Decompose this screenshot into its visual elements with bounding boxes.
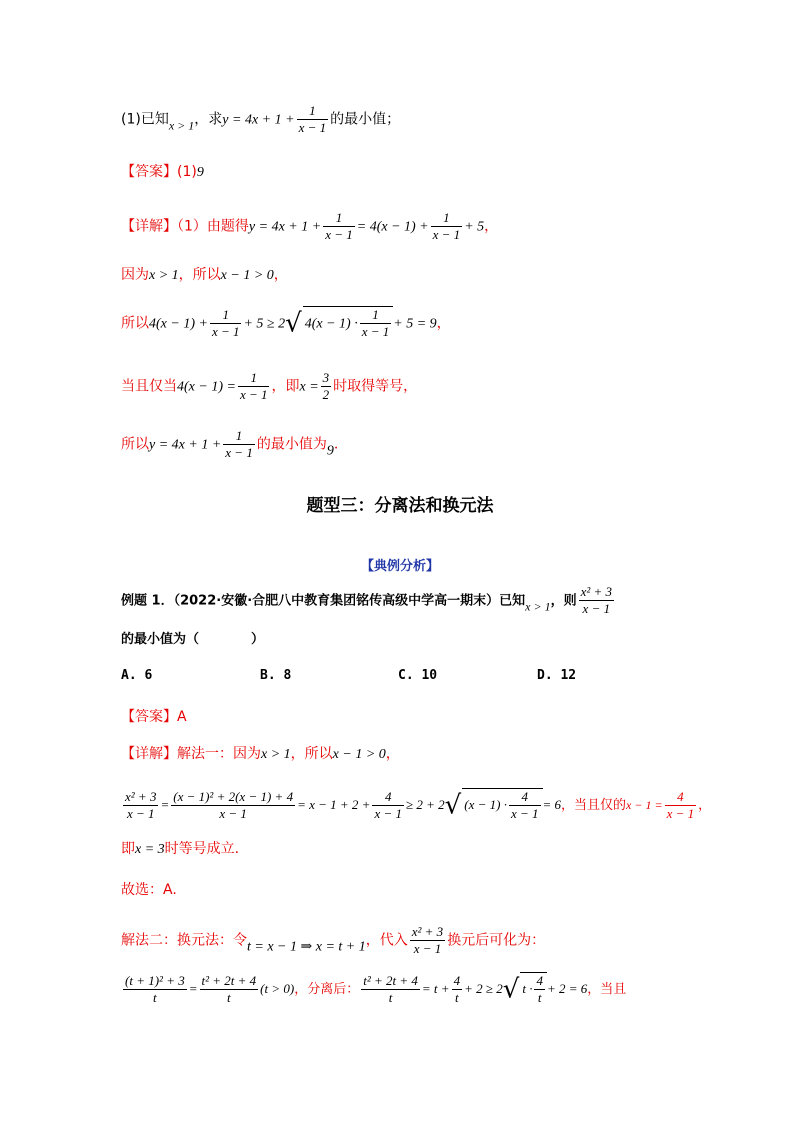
- frac-denominator: t: [537, 990, 542, 1005]
- detail-frac-1: [323, 210, 355, 243]
- example-statement: [121, 584, 800, 617]
- sqrt-icon: √: [502, 974, 520, 1005]
- eq2-t2: ，当且: [587, 982, 627, 997]
- step3-e: + 5 = 9: [393, 316, 437, 332]
- frac-denominator: x − 1: [510, 806, 539, 821]
- method2-c: ，代入: [365, 932, 408, 949]
- eq1-frac-3: [372, 789, 404, 822]
- step3-b: 4(x − 1) +: [149, 316, 208, 332]
- frac-denominator: x − 1: [225, 445, 253, 460]
- step4-c: ，即: [271, 378, 300, 395]
- step4-d: x =: [299, 379, 319, 395]
- answer-label: 【答案】(1): [121, 164, 197, 180]
- equation-1: $\frac{\text{x² + 3}}{x - 1}$ = $\frac{\text{(x − 1)² + 2(x − 1) + 4}}{x - 1}$ = x − 1 + 2 + $\frac{4}{x - 1}$ ≥ 2 + 2√ (x − 1) · $\frac{4}{x - 1}$ = 6，当且仅的x − 1 = $\frac{4}{x - 1}$ ，: [125, 789, 712, 821]
- problem-function: y = 4x + 1 +: [222, 112, 295, 128]
- detail-1: [121, 210, 800, 243]
- step2-c: ，所以: [178, 267, 221, 283]
- eq1-frac-5: [665, 789, 697, 822]
- step3-frac-1: [210, 307, 242, 340]
- frac-denominator: t: [455, 990, 459, 1005]
- step3-d: 4(x − 1) ·: [304, 316, 358, 332]
- detail-end: ，: [484, 218, 499, 235]
- step2-a: 因为: [121, 267, 149, 283]
- frac-numerator: 1: [360, 307, 392, 324]
- step-2: [121, 264, 800, 284]
- step3-frac-2: [360, 307, 392, 340]
- eq1-m3: = 6: [542, 797, 562, 812]
- answer-2: [121, 706, 800, 726]
- detail2-e: ，: [385, 746, 400, 762]
- step4-frac-2: [321, 370, 332, 403]
- detail-frac-2: [431, 210, 463, 243]
- frac-denominator: 2: [322, 387, 330, 402]
- eq1b-c: 时等号成立.: [164, 841, 240, 857]
- frac-numerator: 1: [238, 370, 270, 387]
- detail-label: 【详解】（1）由题得: [121, 218, 249, 235]
- problem-fraction: [297, 103, 329, 136]
- equation-1b: [121, 838, 800, 858]
- step-4: [121, 370, 800, 403]
- step-3: [121, 306, 800, 340]
- step2-e: ，: [273, 267, 288, 283]
- example-condition: x > 1: [525, 599, 551, 614]
- frac-numerator: (x − 1)² + 2(x − 1) + 4: [173, 789, 294, 804]
- step5-a: 所以: [121, 436, 149, 453]
- step2-b: x > 1: [149, 268, 179, 283]
- detail2-c: ，所以: [290, 746, 333, 762]
- eq2-m3: + 2 = 6: [546, 981, 588, 996]
- step3-f: ，: [436, 315, 451, 332]
- problem-statement: [121, 103, 800, 136]
- eq2-frac-1: [123, 973, 187, 1006]
- eq1-t1: ，当且仅的: [561, 798, 627, 813]
- frac-numerator: x² + 3: [580, 584, 613, 599]
- step5-e: .: [333, 436, 339, 453]
- frac-numerator: x² + 3: [411, 924, 444, 939]
- frac-numerator: 1: [431, 210, 463, 227]
- answer2-value: A: [177, 709, 187, 725]
- eq2-t1: ，分离后：: [294, 982, 360, 997]
- problem-ask: ，求: [194, 111, 223, 128]
- step5-frac: [223, 428, 255, 461]
- frac-denominator: x − 1: [413, 941, 442, 956]
- eq1-m1: = x − 1 + 2 +: [297, 797, 371, 812]
- frac-numerator: 1: [323, 210, 355, 227]
- frac-denominator: t: [153, 990, 157, 1005]
- option-a[interactable]: A. 6: [121, 668, 153, 683]
- method2-b: t = x − 1 ⇒ x = t + 1: [247, 939, 366, 955]
- sqrt-icon: √: [444, 790, 462, 821]
- frac-denominator: x − 1: [361, 324, 390, 339]
- frac-denominator: x − 1: [219, 806, 247, 821]
- frac-denominator: x − 1: [432, 227, 461, 242]
- eq2-m2: + 2 ≥ 2: [464, 981, 503, 996]
- step4-e: 时取得等号，: [333, 378, 418, 395]
- method2-d: 换元后可化为：: [447, 932, 546, 949]
- section-subtitle: 【典例分析】: [360, 559, 439, 574]
- frac-numerator: x² + 3: [125, 789, 157, 804]
- frac-numerator: 4: [372, 789, 404, 806]
- eq1-radicand: [462, 788, 542, 822]
- sqrt-icon: √: [285, 308, 302, 339]
- problem-prefix: (1)已知: [121, 111, 169, 128]
- detail-tail: + 5: [464, 219, 485, 235]
- frac-numerator: (t + 1)² + 3: [125, 973, 185, 988]
- eq1-frac-4: [509, 789, 541, 822]
- eq2-frac-5: [534, 973, 545, 1006]
- eq2-frac-2: [200, 973, 259, 1006]
- frac-numerator: 4: [665, 789, 697, 806]
- detail-mid: = 4(x − 1) +: [356, 219, 429, 235]
- answer-1: [121, 161, 800, 181]
- step5-c: 的最小值为: [256, 436, 327, 453]
- frac-numerator: 4: [536, 973, 543, 988]
- eq2-frac-4: [452, 973, 463, 1006]
- method-2: [121, 924, 800, 957]
- frac-denominator: x − 1: [239, 387, 268, 402]
- answer2-label: 【答案】: [121, 709, 177, 725]
- frac-denominator: x − 1: [582, 601, 611, 616]
- step3-radicand: [303, 306, 394, 340]
- eq1-t2: x − 1 =: [626, 798, 663, 812]
- detail-eq: y = 4x + 1 +: [248, 219, 322, 235]
- frac-numerator: 3: [322, 370, 330, 385]
- eq2-c1: (t > 0): [260, 981, 295, 996]
- frac-numerator: 1: [223, 428, 255, 445]
- step-5: [121, 428, 800, 461]
- frac-denominator: x − 1: [126, 806, 155, 821]
- eq1-r1: (x − 1) ·: [464, 797, 507, 812]
- choice-line: 故选：A.: [121, 882, 177, 898]
- step4-frac-1: [238, 370, 270, 403]
- frac-numerator: 1: [210, 307, 242, 324]
- example-fraction: [579, 584, 614, 617]
- detail2-b: x > 1: [261, 747, 291, 762]
- answer-value: 9: [196, 165, 204, 180]
- eq1b-a: 即: [121, 841, 135, 857]
- method2-a: 解法二：换元法：令: [121, 932, 247, 949]
- step2-d: x − 1 > 0: [220, 268, 274, 283]
- frac-denominator: x − 1: [325, 227, 353, 242]
- frac-denominator: x − 1: [666, 806, 695, 821]
- step5-d: 9: [326, 443, 334, 459]
- eq1-t3: ，: [698, 798, 712, 813]
- frac-denominator: x − 1: [374, 806, 402, 821]
- detail2-d: x − 1 > 0: [332, 747, 386, 762]
- eq2-frac-3: [361, 973, 420, 1006]
- frac-numerator: 4: [453, 973, 461, 988]
- frac-denominator: t: [227, 990, 231, 1005]
- frac-denominator: x − 1: [211, 324, 240, 339]
- eq2-m1: = t +: [421, 981, 450, 996]
- eq1-frac-2: [171, 789, 295, 822]
- step4-a: 当且仅当: [121, 378, 177, 395]
- problem-condition: x > 1: [168, 118, 195, 133]
- option-b[interactable]: B. 8: [260, 668, 292, 683]
- equation-2: $\frac{\text{(t + 1)² + 3}}{t}$ = $\frac{\text{t² + 2t + 4}}{t}$ (t > 0)，分离后： $\frac{\text{t² + 2t + 4}}{t}$ = t + $\frac{4}{t}$ + 2 ≥ 2√ t · $\frac{4}{t}$ + 2 = 6，当且: [125, 973, 627, 1005]
- frac-numerator: t² + 2t + 4: [201, 973, 257, 988]
- step3-a: 所以: [121, 315, 149, 332]
- frac-numerator: t² + 2t + 4: [363, 973, 418, 988]
- eq1b-b: x = 3: [135, 842, 165, 857]
- frac-numerator: 1: [297, 103, 329, 120]
- eq1-frac-1: [123, 789, 158, 822]
- example-line2: 的最小值为（ ）: [121, 632, 265, 647]
- detail2-a: 【详解】解法一：因为: [121, 746, 261, 762]
- frac-denominator: t: [388, 990, 393, 1005]
- frac-denominator: x − 1: [298, 120, 327, 135]
- example-mid: ，则: [550, 593, 577, 609]
- detail-2: [121, 743, 800, 763]
- step4-b: 4(x − 1) =: [177, 379, 236, 395]
- section-title: 题型三：分离法和换元法: [306, 496, 494, 516]
- step3-c: + 5 ≥ 2: [243, 316, 286, 332]
- method2-frac: [410, 924, 445, 957]
- frac-numerator: 4: [509, 789, 541, 806]
- eq2-radicand: [520, 972, 547, 1006]
- example-label: 例题 1．（2022·安徽·合肥八中教育集团铭传高级中学高一期末）已知: [121, 593, 526, 609]
- option-d[interactable]: D. 12: [537, 668, 577, 683]
- eq2-r1: t ·: [522, 981, 533, 996]
- step5-b: y = 4x + 1 +: [149, 437, 222, 453]
- option-c[interactable]: C. 10: [398, 668, 438, 683]
- eq1-m2: ≥ 2 + 2: [406, 797, 445, 812]
- problem-suffix: 的最小值；: [330, 111, 401, 128]
